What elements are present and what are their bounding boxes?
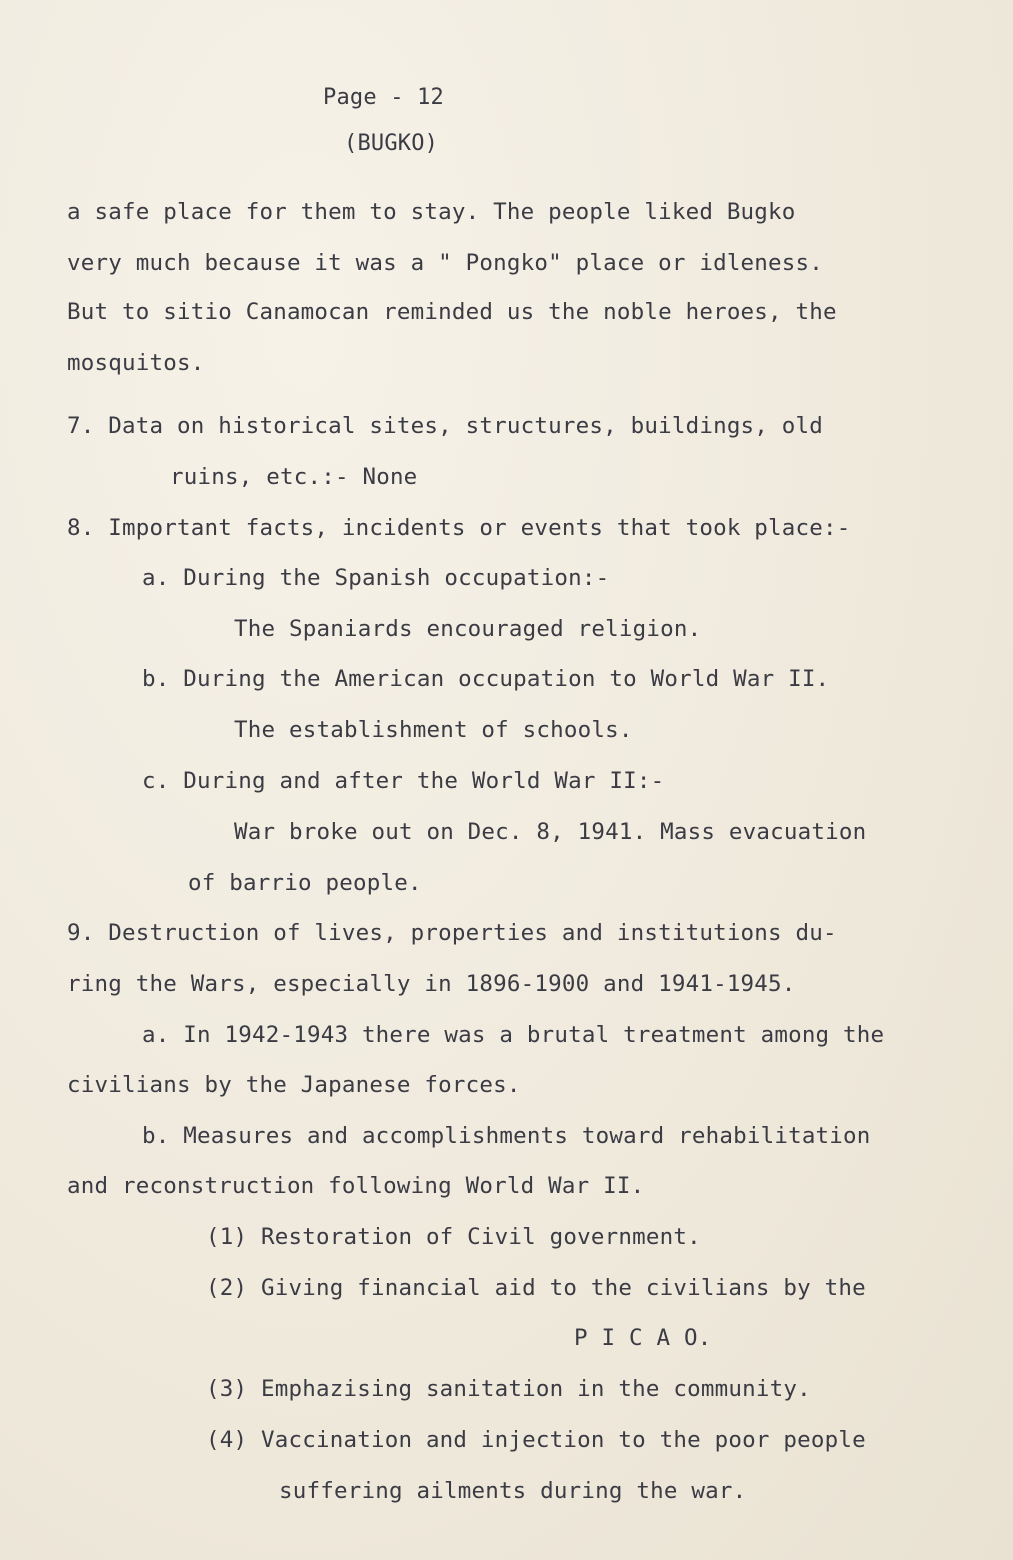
section-7-heading: 7. Data on historical sites, structures, buildings, old bbox=[67, 413, 824, 439]
list-item: (4) Vaccination and injection to the poor people bbox=[206, 1427, 866, 1453]
list-item: (2) Giving financial aid to the civilians by the bbox=[206, 1275, 866, 1301]
text-line: P I C A O. bbox=[574, 1325, 712, 1351]
text-line: a safe place for them to stay. The people liked Bugko bbox=[67, 199, 796, 225]
text-line: civilians by the Japanese forces. bbox=[67, 1072, 521, 1098]
text-line: b. During the American occupation to World War II. bbox=[142, 666, 830, 692]
text-line: War broke out on Dec. 8, 1941. Mass evacuation bbox=[234, 819, 867, 845]
page-number: Page - 12 bbox=[323, 85, 445, 110]
section-9-heading: 9. Destruction of lives, properties and institutions du- bbox=[67, 920, 837, 946]
text-line: ring the Wars, especially in 1896-1900 and 1941-1945. bbox=[67, 971, 796, 997]
list-item: (1) Restoration of Civil government. bbox=[206, 1224, 701, 1250]
text-line: mosquitos. bbox=[67, 350, 205, 376]
text-line: b. Measures and accomplishments toward rehabilitation bbox=[142, 1123, 871, 1149]
text-line: The establishment of schools. bbox=[234, 717, 633, 743]
text-line: c. During and after the World War II:- bbox=[142, 768, 665, 794]
barrio-title: (BUGKO) bbox=[344, 131, 439, 156]
text-line: The Spaniards encouraged religion. bbox=[234, 616, 702, 642]
text-line: ruins, etc.:- None bbox=[170, 464, 418, 490]
text-line: very much because it was a " Pongko" place or idleness. bbox=[67, 250, 824, 276]
list-item: (3) Emphazising sanitation in the community. bbox=[206, 1376, 811, 1402]
text-line: and reconstruction following World War II. bbox=[67, 1173, 645, 1199]
section-8-heading: 8. Important facts, incidents or events that took place:- bbox=[67, 515, 851, 541]
text-line: of barrio people. bbox=[188, 870, 422, 896]
text-line: a. In 1942-1943 there was a brutal treatment among the bbox=[142, 1022, 885, 1048]
text-line: a. During the Spanish occupation:- bbox=[142, 565, 610, 591]
text-line: But to sitio Canamocan reminded us the noble heroes, the bbox=[67, 299, 837, 325]
text-line: suffering ailments during the war. bbox=[279, 1478, 747, 1504]
